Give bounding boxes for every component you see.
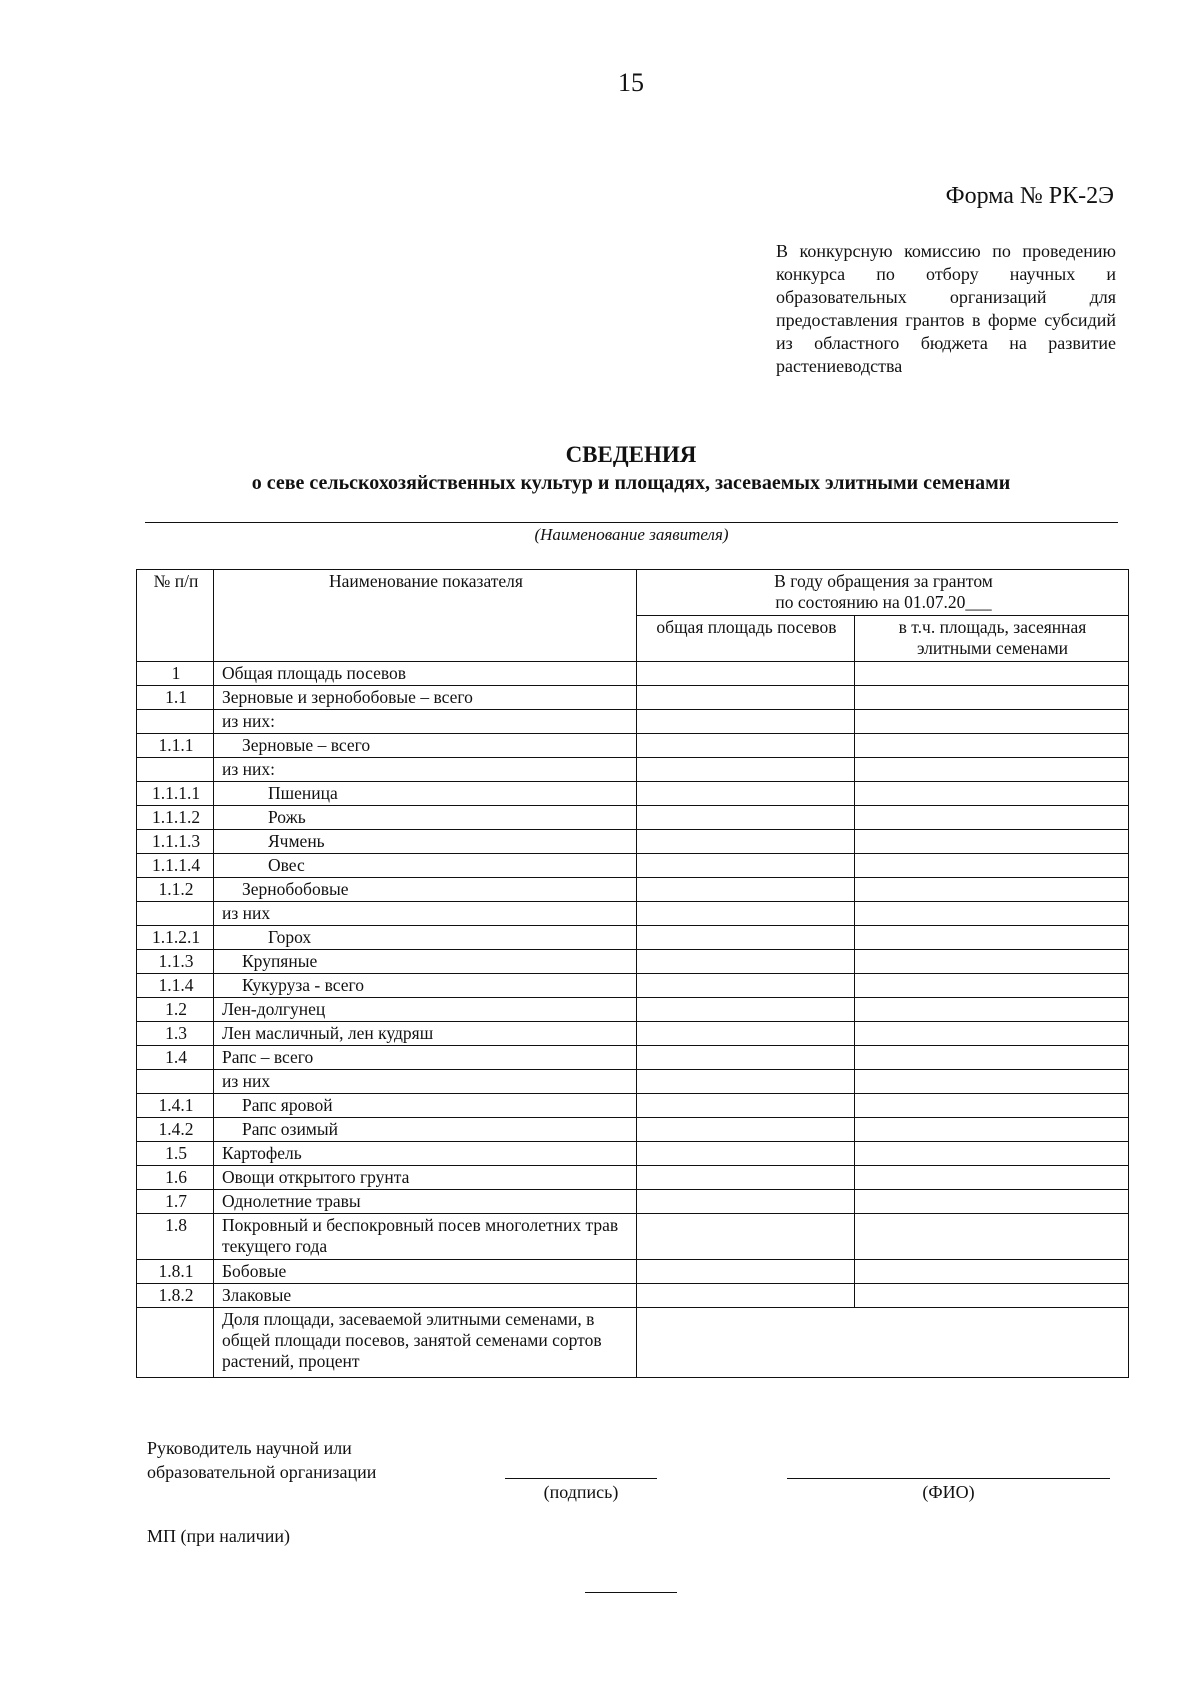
- row-indicator-name: Рапс яровой: [214, 1094, 637, 1118]
- table-row: [137, 854, 1129, 878]
- row-number: 1.1.4: [137, 974, 214, 998]
- row-indicator-name: Зерновые и зернобобовые – всего: [214, 686, 637, 710]
- elite-area-cell[interactable]: [855, 830, 1129, 854]
- total-area-cell[interactable]: [637, 974, 855, 998]
- sowing-data-table: [136, 569, 1129, 1378]
- row-indicator-name: Зернобобовые: [214, 878, 637, 902]
- elite-area-cell[interactable]: [855, 998, 1129, 1022]
- row-indicator-name: Лен масличный, лен кудряш: [214, 1022, 637, 1046]
- row-indicator-name: Ячмень: [214, 830, 637, 854]
- total-area-cell[interactable]: [637, 950, 855, 974]
- document-title: СВЕДЕНИЯ: [565, 442, 697, 467]
- elite-area-cell[interactable]: [855, 1190, 1129, 1214]
- table-row: [137, 782, 1129, 806]
- elite-area-cell[interactable]: [855, 734, 1129, 758]
- row-number: 1.4.2: [137, 1118, 214, 1142]
- document-subtitle: о севе сельскохозяйственных культур и площадях, засеваемых элитными семенами: [251, 472, 1011, 494]
- row-indicator-name: Зерновые – всего: [214, 734, 637, 758]
- row-indicator-name: Крупяные: [214, 950, 637, 974]
- table-row: [137, 926, 1129, 950]
- total-area-cell[interactable]: [637, 854, 855, 878]
- table-row: [137, 758, 1129, 782]
- elite-area-cell[interactable]: [855, 902, 1129, 926]
- total-area-cell[interactable]: [637, 1118, 855, 1142]
- row-number: 1.1.2.1: [137, 926, 214, 950]
- total-area-cell[interactable]: [637, 734, 855, 758]
- share-row: [137, 1308, 1129, 1378]
- total-area-cell[interactable]: [637, 1214, 855, 1260]
- total-area-cell[interactable]: [637, 1166, 855, 1190]
- row-indicator-name: Бобовые: [214, 1260, 637, 1284]
- fio-caption: (ФИО): [922, 1482, 975, 1502]
- row-indicator-name: Покровный и беспокровный посев многолетних трав текущего года: [214, 1214, 637, 1260]
- signature-caption: (подпись): [543, 1482, 619, 1502]
- table-row: [137, 1070, 1129, 1094]
- page-number: 15: [618, 68, 644, 97]
- row-number: [137, 902, 214, 926]
- row-indicator-name: из них:: [214, 710, 637, 734]
- table-row: [137, 1214, 1129, 1260]
- table-header-row: [137, 570, 1129, 616]
- table-row: [137, 878, 1129, 902]
- header-name: Наименование показателя: [214, 570, 637, 662]
- row-number: 1.4.1: [137, 1094, 214, 1118]
- elite-area-cell[interactable]: [855, 1094, 1129, 1118]
- total-area-cell[interactable]: [637, 1260, 855, 1284]
- row-indicator-name: из них: [214, 1070, 637, 1094]
- elite-area-cell[interactable]: [855, 1214, 1129, 1260]
- total-area-cell[interactable]: [637, 926, 855, 950]
- header-elite-area: в т.ч. площадь, засеянная элитными семенами: [855, 616, 1129, 662]
- row-number: 1.8.2: [137, 1284, 214, 1308]
- header-total-area: общая площадь посевов: [637, 616, 855, 662]
- row-indicator-name: Общая площадь посевов: [214, 662, 637, 686]
- row-number: 1.8: [137, 1214, 214, 1260]
- elite-area-cell[interactable]: [855, 950, 1129, 974]
- table-row: [137, 830, 1129, 854]
- row-number: 1.1.2: [137, 878, 214, 902]
- row-indicator-name: из них: [214, 902, 637, 926]
- row-indicator-name: Овощи открытого грунта: [214, 1166, 637, 1190]
- row-number: [137, 710, 214, 734]
- table-row: [137, 1142, 1129, 1166]
- total-area-cell[interactable]: [637, 1094, 855, 1118]
- elite-area-cell[interactable]: [855, 1166, 1129, 1190]
- total-area-cell[interactable]: [637, 1022, 855, 1046]
- table-row: [137, 734, 1129, 758]
- elite-area-cell[interactable]: [855, 878, 1129, 902]
- row-number: 1.2: [137, 998, 214, 1022]
- total-area-cell[interactable]: [637, 782, 855, 806]
- end-divider: [585, 1592, 677, 1593]
- table-row: [137, 1166, 1129, 1190]
- row-indicator-name: Злаковые: [214, 1284, 637, 1308]
- table-row: [137, 1118, 1129, 1142]
- row-number: 1.5: [137, 1142, 214, 1166]
- row-number: 1.1.1.2: [137, 806, 214, 830]
- elite-area-cell[interactable]: [855, 926, 1129, 950]
- row-indicator-name: Кукуруза - всего: [214, 974, 637, 998]
- elite-area-cell[interactable]: [855, 806, 1129, 830]
- total-area-cell[interactable]: [637, 1046, 855, 1070]
- elite-area-cell[interactable]: [855, 1142, 1129, 1166]
- row-indicator-name: Лен-долгунец: [214, 998, 637, 1022]
- row-number: [137, 1308, 214, 1378]
- table-row: [137, 902, 1129, 926]
- row-indicator-name: Рожь: [214, 806, 637, 830]
- total-area-cell[interactable]: [637, 830, 855, 854]
- table-row: [137, 1260, 1129, 1284]
- table-row: [137, 710, 1129, 734]
- row-number: 1.1: [137, 686, 214, 710]
- elite-area-cell[interactable]: [855, 710, 1129, 734]
- elite-area-cell[interactable]: [855, 1046, 1129, 1070]
- elite-area-cell[interactable]: [855, 1118, 1129, 1142]
- header-period-line2: по состоянию на 01.07.20___: [775, 592, 992, 612]
- row-indicator-name: Пшеница: [214, 782, 637, 806]
- table-row: [137, 1094, 1129, 1118]
- table-row: [137, 950, 1129, 974]
- total-area-cell[interactable]: [637, 1070, 855, 1094]
- row-number: [137, 1070, 214, 1094]
- total-area-cell[interactable]: [637, 1142, 855, 1166]
- row-number: 1.4: [137, 1046, 214, 1070]
- row-indicator-name: Овес: [214, 854, 637, 878]
- total-area-cell[interactable]: [637, 686, 855, 710]
- total-area-cell[interactable]: [637, 806, 855, 830]
- table-row: [137, 806, 1129, 830]
- elite-area-cell[interactable]: [855, 782, 1129, 806]
- total-area-cell[interactable]: [637, 1284, 855, 1308]
- table-row: [137, 686, 1129, 710]
- row-number: 1.7: [137, 1190, 214, 1214]
- table-row: [137, 1284, 1129, 1308]
- applicant-caption: (Наименование заявителя): [534, 525, 729, 544]
- row-number: 1: [137, 662, 214, 686]
- table-row: [137, 1022, 1129, 1046]
- row-number: 1.1.3: [137, 950, 214, 974]
- row-number: 1.1.1.1: [137, 782, 214, 806]
- total-area-cell[interactable]: [637, 1190, 855, 1214]
- total-area-cell[interactable]: [637, 902, 855, 926]
- share-value-cell[interactable]: [637, 1308, 1129, 1378]
- elite-area-cell[interactable]: [855, 662, 1129, 686]
- row-number: 1.3: [137, 1022, 214, 1046]
- stamp-note: МП (при наличии): [147, 1526, 290, 1546]
- addressee-block: В конкурсную комиссию по проведению конкурса по отбору научных и образовательных организаций для предоставления грантов в форме субсидий из областного бюджета на развитие растениеводства: [776, 241, 1116, 376]
- elite-area-cell[interactable]: [855, 1284, 1129, 1308]
- row-indicator-name: Рапс озимый: [214, 1118, 637, 1142]
- row-indicator-name: Горох: [214, 926, 637, 950]
- form-number: Форма № РК-2Э: [945, 183, 1114, 209]
- total-area-cell[interactable]: [637, 758, 855, 782]
- elite-area-cell[interactable]: [855, 1260, 1129, 1284]
- share-indicator-name: Доля площади, засеваемой элитными семенами, в общей площади посевов, занятой семенами сортов растений, процент: [214, 1308, 637, 1378]
- elite-area-cell[interactable]: [855, 686, 1129, 710]
- applicant-name-line[interactable]: [145, 522, 1118, 523]
- elite-area-cell[interactable]: [855, 758, 1129, 782]
- row-number: 1.1.1.4: [137, 854, 214, 878]
- row-number: 1.6: [137, 1166, 214, 1190]
- row-number: 1.1.1.3: [137, 830, 214, 854]
- elite-area-cell[interactable]: [855, 1022, 1129, 1046]
- table-row: [137, 998, 1129, 1022]
- table-row: [137, 662, 1129, 686]
- row-number: 1.1.1: [137, 734, 214, 758]
- row-number: 1.8.1: [137, 1260, 214, 1284]
- row-indicator-name: из них:: [214, 758, 637, 782]
- total-area-cell[interactable]: [637, 998, 855, 1022]
- row-indicator-name: Рапс – всего: [214, 1046, 637, 1070]
- row-indicator-name: Однолетние травы: [214, 1190, 637, 1214]
- table-row: [137, 1046, 1129, 1070]
- total-area-cell[interactable]: [637, 710, 855, 734]
- signer-title: Руководитель научной или образовательной организации: [147, 1438, 377, 1482]
- header-num: № п/п: [137, 570, 214, 662]
- header-period: [637, 570, 1129, 616]
- elite-area-cell[interactable]: [855, 1070, 1129, 1094]
- total-area-cell[interactable]: [637, 662, 855, 686]
- row-indicator-name: Картофель: [214, 1142, 637, 1166]
- elite-area-cell[interactable]: [855, 854, 1129, 878]
- header-period-line1: В году обращения за грантом: [774, 571, 993, 591]
- elite-area-cell[interactable]: [855, 974, 1129, 998]
- table-row: [137, 974, 1129, 998]
- fio-line[interactable]: [787, 1478, 1110, 1479]
- row-number: [137, 758, 214, 782]
- total-area-cell[interactable]: [637, 878, 855, 902]
- table-row: [137, 1190, 1129, 1214]
- signature-line[interactable]: [505, 1478, 657, 1479]
